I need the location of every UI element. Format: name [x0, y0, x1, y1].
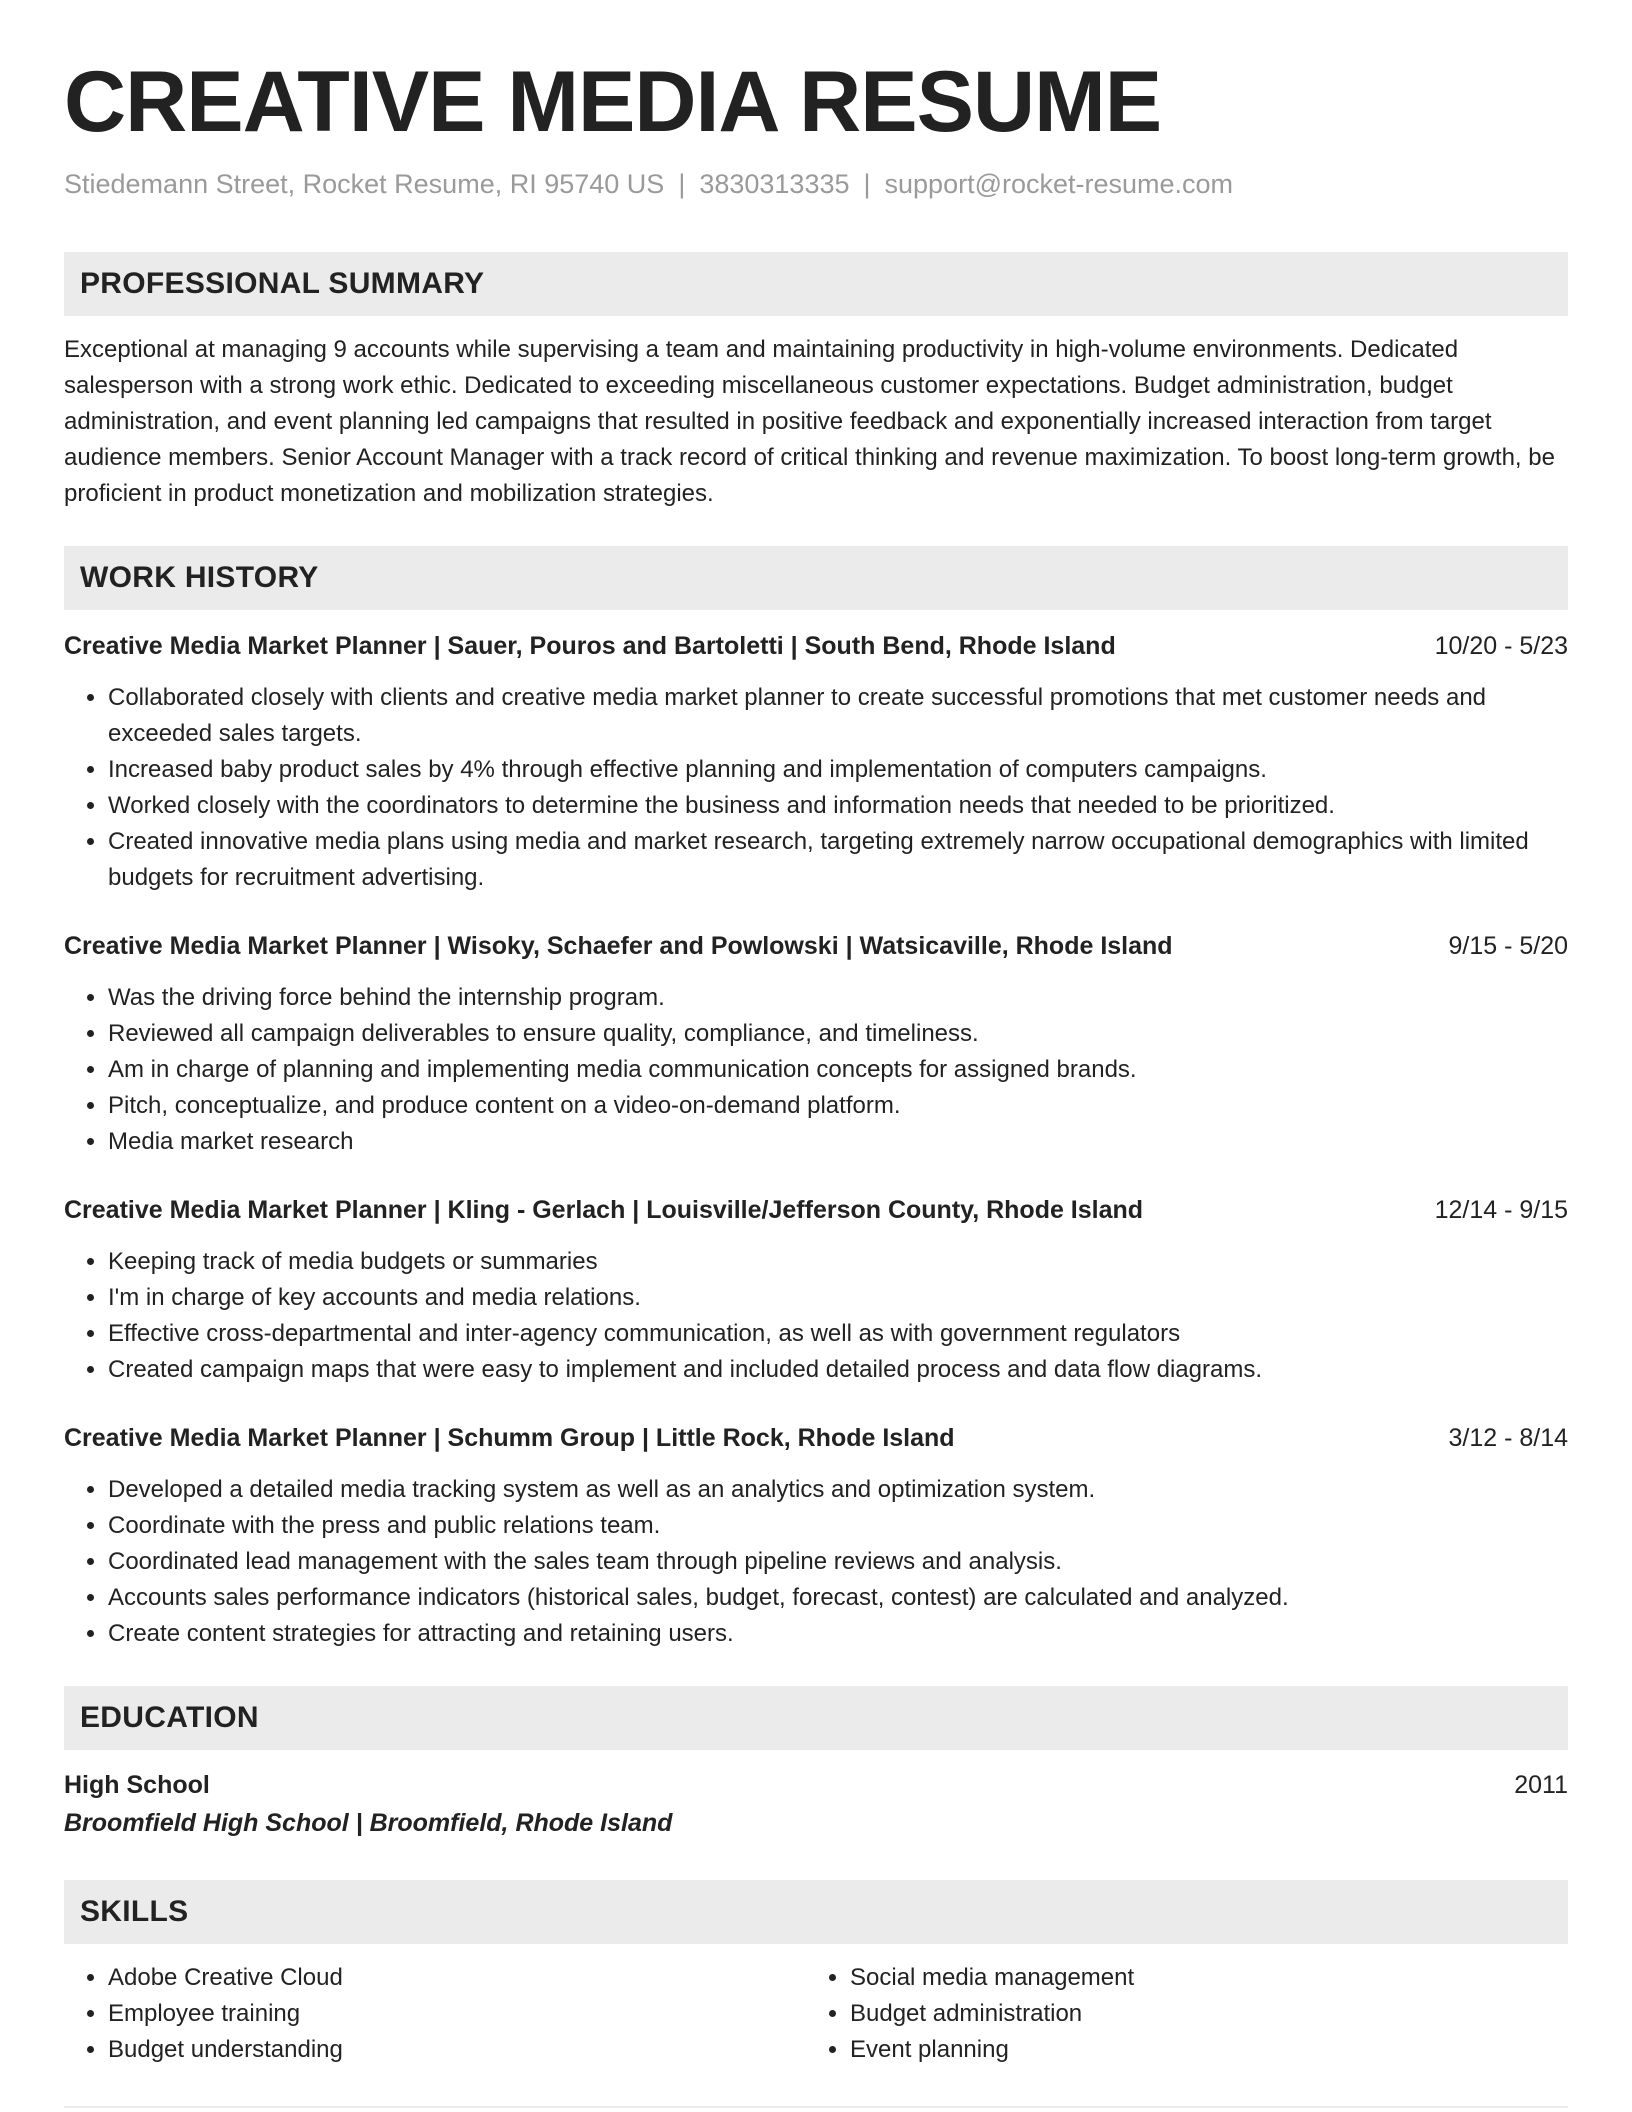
job-entry — [64, 1192, 1568, 1388]
job-dates: 12/14 - 9/15 — [1434, 1196, 1568, 1224]
education-year: 2011 — [1514, 1771, 1568, 1799]
job-bullet: • Media market research — [108, 1124, 1568, 1160]
work-history-section — [64, 546, 1568, 1652]
job-bullet: • Accounts sales performance indicators (historical sales, budget, forecast, contest) are calculated and analyzed. — [108, 1580, 1568, 1616]
job-title: Creative Media Market Planner | Wisoky, Schaefer and Powlowski | Watsicaville, Rhode Island — [64, 932, 1173, 960]
job-bullet: • Effective cross-departmental and inter-agency communication, as well as with government regulators — [108, 1316, 1568, 1352]
contact-email: support@rocket-resume.com — [884, 169, 1234, 199]
skills-section — [64, 1880, 1568, 2068]
bottom-divider — [64, 2106, 1568, 2108]
contact-separator: | — [678, 169, 686, 199]
professional-summary-section — [64, 252, 1568, 512]
education-degree: High School — [64, 1771, 210, 1799]
job-bullet: • Developed a detailed media tracking system as well as an analytics and optimization system. — [108, 1472, 1568, 1508]
skill-item: • Social media management — [850, 1960, 1548, 1996]
job-entry — [64, 628, 1568, 896]
job-entry — [64, 1420, 1568, 1652]
job-title: Creative Media Market Planner | Kling - Gerlach | Louisville/Jefferson County, Rhode Island — [64, 1196, 1144, 1224]
section-heading-education: EDUCATION — [64, 1686, 1568, 1750]
skill-item: • Budget administration — [850, 1996, 1548, 2032]
job-bullet: • I'm in charge of key accounts and media relations. — [108, 1280, 1568, 1316]
job-dates: 10/20 - 5/23 — [1434, 632, 1568, 660]
section-heading-summary: PROFESSIONAL SUMMARY — [64, 252, 1568, 316]
education-school: Broomfield High School | Broomfield, Rhode Island — [64, 1809, 673, 1837]
job-bullet: • Was the driving force behind the internship program. — [108, 980, 1568, 1016]
job-entry — [64, 928, 1568, 1160]
skills-column-left — [64, 1960, 806, 2068]
job-bullet: • Increased baby product sales by 4% through effective planning and implementation of computers campaigns. — [108, 752, 1568, 788]
job-bullet: • Coordinate with the press and public relations team. — [108, 1508, 1568, 1544]
job-bullets — [64, 1472, 1568, 1652]
job-bullet: • Worked closely with the coordinators to determine the business and information needs that needed to be prioritized. — [108, 788, 1568, 824]
job-bullet: • Created innovative media plans using media and market research, targeting extremely narrow occupational demographics with limited budgets for recruitment advertising. — [108, 824, 1568, 896]
skill-item: • Event planning — [850, 2032, 1548, 2068]
section-heading-skills: SKILLS — [64, 1880, 1568, 1944]
job-bullet: • Keeping track of media budgets or summaries — [108, 1244, 1568, 1280]
job-bullet: • Collaborated closely with clients and creative media market planner to create successful promotions that met customer needs and exceeded sales targets. — [108, 680, 1568, 752]
job-bullet: • Pitch, conceptualize, and produce content on a video-on-demand platform. — [108, 1088, 1568, 1124]
job-bullet: • Created campaign maps that were easy to implement and included detailed process and data flow diagrams. — [108, 1352, 1568, 1388]
resume-name: CREATIVE MEDIA RESUME — [64, 54, 1162, 150]
summary-text: Exceptional at managing 9 accounts while supervising a team and maintaining productivity in high-volume environments. Dedicated salesperson with a strong work ethic. Dedicated to exceeding miscellaneous customer expectations. Budget administration, budget administration, and event planning led campaigns that resulted in positive feedback and exponentially increased interaction from target audience members. Senior Account Manager with a track record of critical thinking and revenue maximization. To boost long-term growth, be proficient in product monetization and mobilization strategies. — [64, 336, 1555, 507]
job-bullet: • Coordinated lead management with the sales team through pipeline reviews and analysis. — [108, 1544, 1568, 1580]
job-title: Creative Media Market Planner | Sauer, Pouros and Bartoletti | South Bend, Rhode Island — [64, 632, 1116, 660]
job-bullet: • Am in charge of planning and implementing media communication concepts for assigned brands. — [108, 1052, 1568, 1088]
contact-address: Stiedemann Street, Rocket Resume, RI 95740 US — [64, 169, 665, 199]
job-bullet: • Reviewed all campaign deliverables to ensure quality, compliance, and timeliness. — [108, 1016, 1568, 1052]
job-bullets — [64, 980, 1568, 1160]
skill-item: • Employee training — [108, 1996, 806, 2032]
job-dates: 9/15 - 5/20 — [1448, 932, 1568, 960]
skills-column-right — [806, 1960, 1548, 2068]
job-title: Creative Media Market Planner | Schumm Group | Little Rock, Rhode Island — [64, 1424, 955, 1452]
job-bullet: • Create content strategies for attracting and retaining users. — [108, 1616, 1568, 1652]
education-section — [64, 1686, 1568, 1842]
section-heading-work: WORK HISTORY — [64, 546, 1568, 610]
contact-separator: | — [863, 169, 871, 199]
contact-phone: 3830313335 — [699, 169, 850, 199]
skill-item: • Budget understanding — [108, 2032, 806, 2068]
skills-grid — [64, 1960, 1568, 2068]
job-dates: 3/12 - 8/14 — [1448, 1424, 1568, 1452]
contact-line — [64, 164, 1568, 204]
skill-item: • Adobe Creative Cloud — [108, 1960, 806, 1996]
job-bullets — [64, 680, 1568, 896]
job-bullets — [64, 1244, 1568, 1388]
